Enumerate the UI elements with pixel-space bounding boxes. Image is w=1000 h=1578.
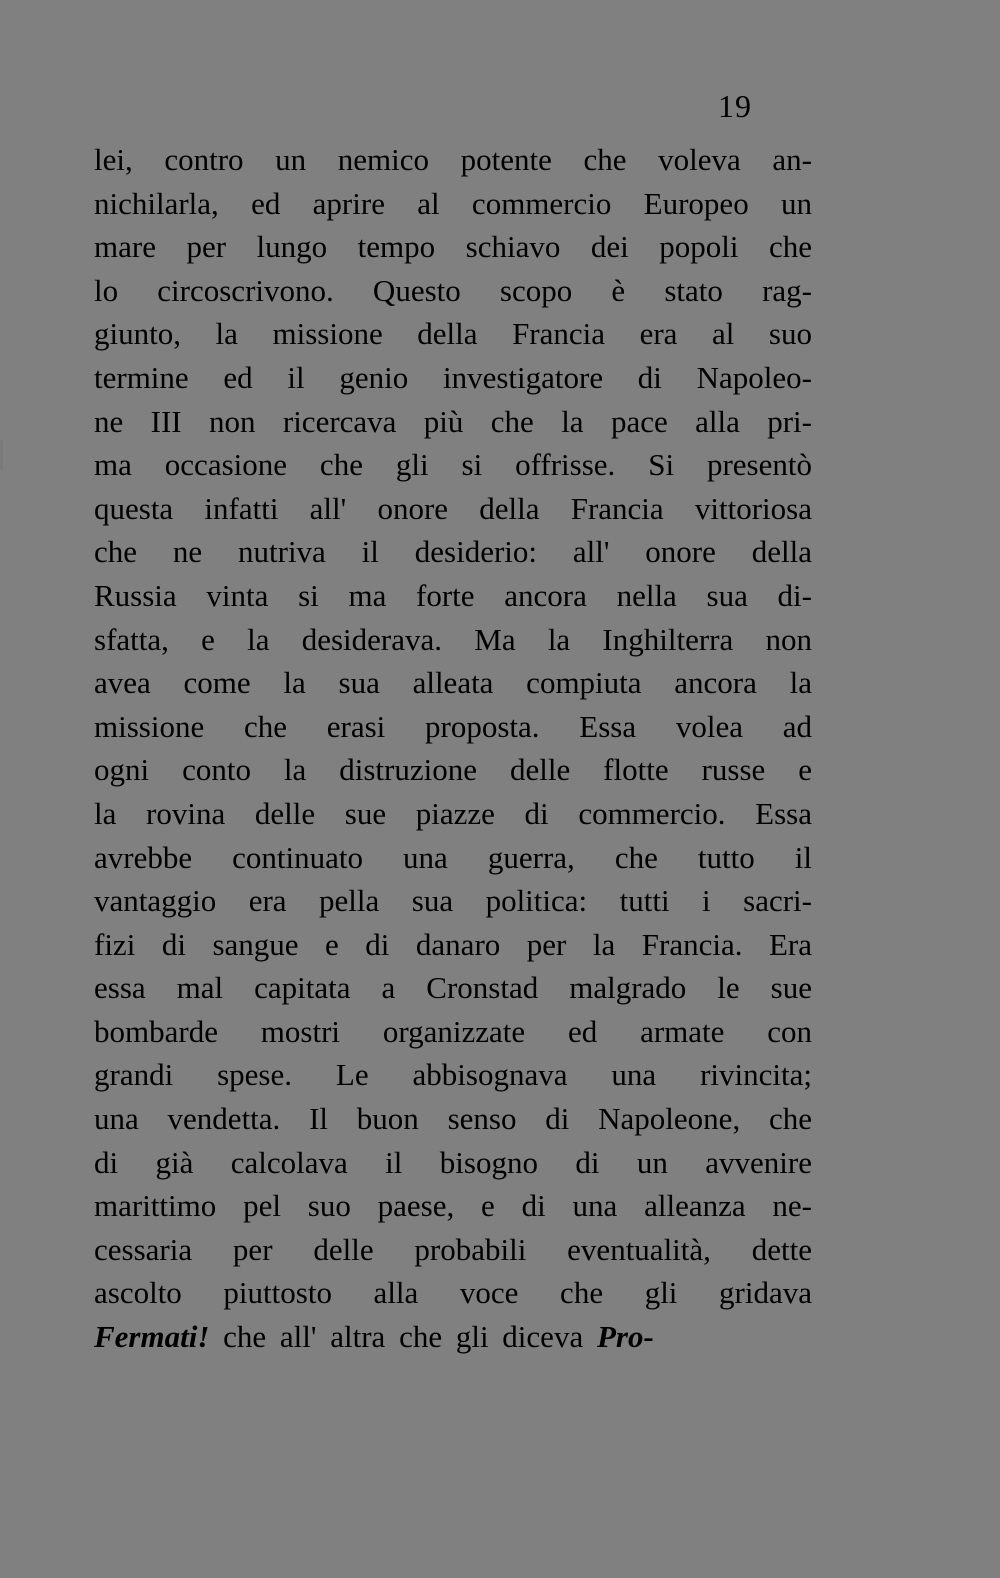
text-line: sfatta, e la desiderava. Ma la Inghilterra non (94, 621, 812, 657)
text-line: ogni conto la distruzione delle flotte russe e (94, 752, 812, 788)
italic-word-pro: Pro- (596, 1319, 654, 1355)
text-line: di già calcolava il bisogno di un avvenire (94, 1144, 812, 1180)
text-line: bombarde mostri organizzate ed armate con (94, 1013, 812, 1049)
text-line: ne III non ricercava più che la pace alla pri- (94, 403, 812, 439)
text-line: questa infatti all' onore della Francia vittoriosa (94, 490, 812, 526)
body-text (94, 138, 812, 1359)
text-line: cessaria per delle probabili eventualità, dette (94, 1231, 812, 1267)
text-line: avrebbe continuato una guerra, che tutto il (94, 839, 812, 875)
text-line: essa mal capitata a Cronstad malgrado le sue (94, 970, 812, 1006)
text-line: lei, contro un nemico potente che voleva an- (94, 142, 812, 177)
text-line: marittimo pel suo paese, e di una alleanza ne- (94, 1188, 812, 1224)
text-line: lo circoscrivono. Questo scopo è stato rag- (94, 272, 812, 308)
text-line-last (94, 1315, 812, 1359)
text-line: che ne nutriva il desiderio: all' onore della (94, 534, 812, 570)
text-line: fizi di sangue e di danaro per la Francia. Era (94, 926, 812, 962)
text-line: una vendetta. Il buon senso di Napoleone, che (94, 1101, 812, 1137)
last-line-middle: che all' altra che gli diceva (209, 1319, 597, 1355)
text-line: vantaggio era pella sua politica: tutti i sacri- (94, 883, 812, 919)
text-line: la rovina delle sue piazze di commercio. Essa (94, 795, 812, 831)
text-line: nichilarla, ed aprire al commercio Europeo un (94, 185, 812, 221)
text-line: ma occasione che gli si offrisse. Si presentò (94, 447, 812, 483)
text-line: grandi spese. Le abbisognava una rivincita; (94, 1057, 812, 1093)
text-line: mare per lungo tempo schiavo dei popoli che (94, 229, 812, 265)
italic-word-fermati: Fermati! (94, 1319, 210, 1355)
text-line: avea come la sua alleata compiuta ancora la (94, 665, 812, 701)
text-line: giunto, la missione della Francia era al suo (94, 316, 812, 352)
text-line: ascolto piuttosto alla voce che gli gridava (94, 1275, 812, 1311)
text-line: Russia vinta si ma forte ancora nella sua di- (94, 577, 812, 613)
page-number: 19 (718, 88, 752, 124)
text-line: termine ed il genio investigatore di Napoleo- (94, 359, 812, 395)
text-line: missione che erasi proposta. Essa volea ad (94, 708, 812, 744)
page-edge-mark (0, 440, 3, 470)
